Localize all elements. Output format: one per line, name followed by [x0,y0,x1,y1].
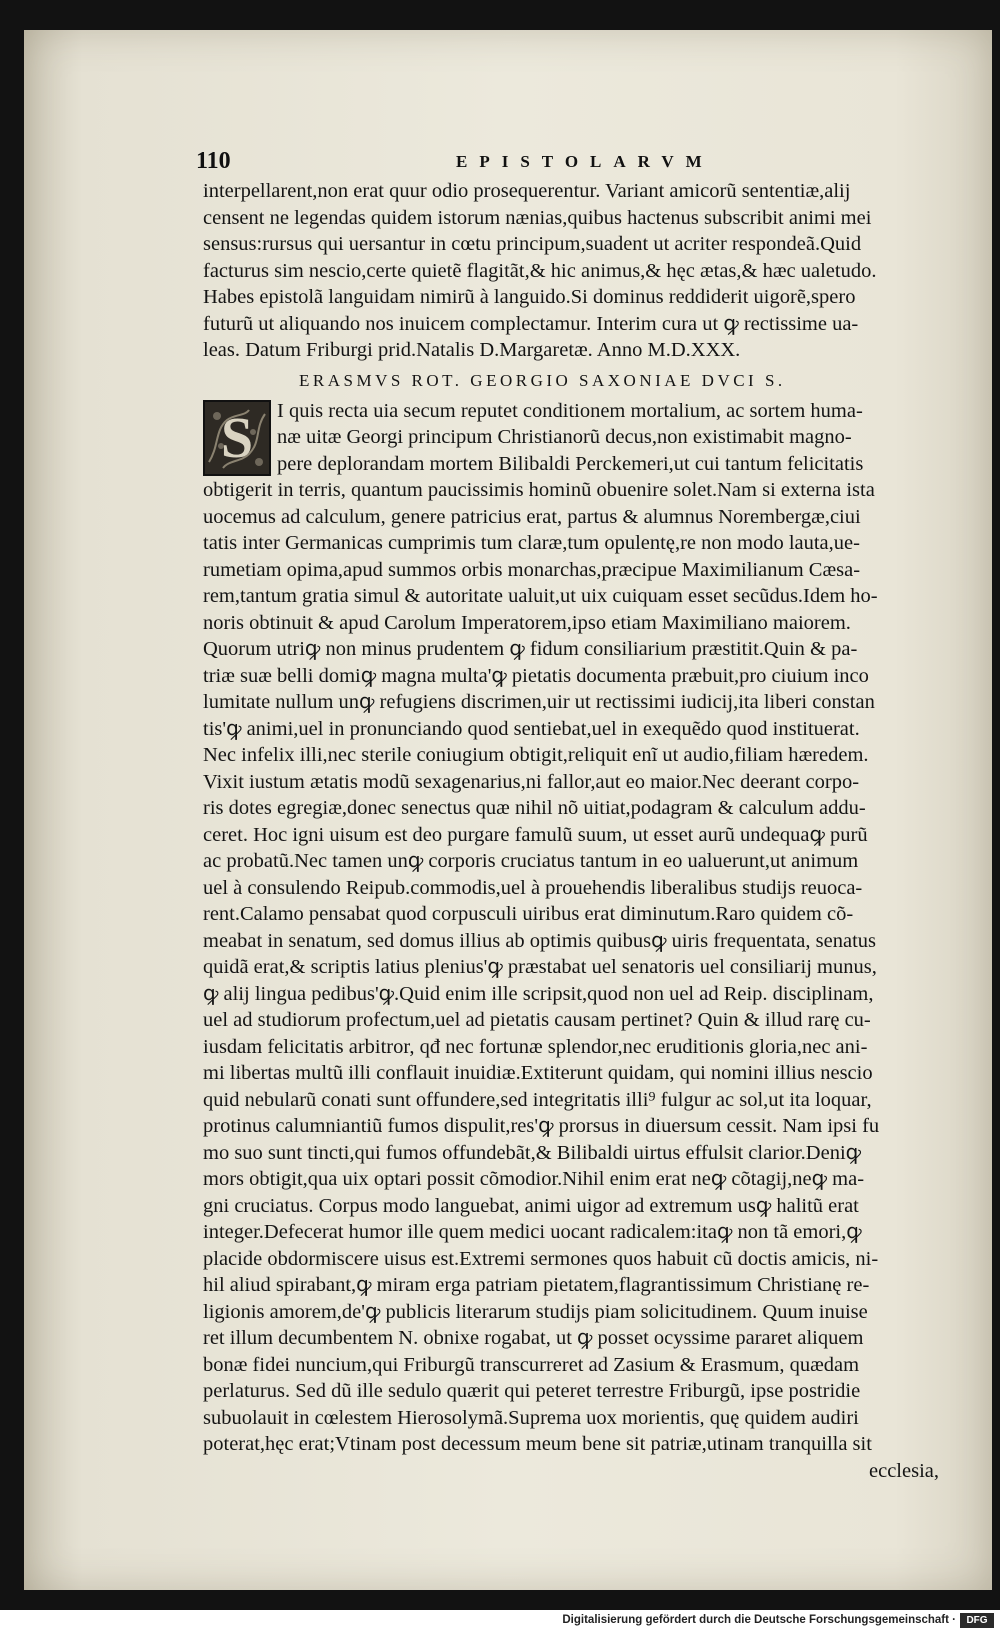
text-line: leas. Datum Friburgi prid.Natalis D.Margaretæ. Anno M.D.XXX. [203,339,741,361]
text-line: rent.Calamo pensabat quod corpusculi uiribus erat diminutum.Raro quidem cõ- [203,903,854,925]
text-line: facturus sim nescio,certe quietẽ flagitãt,& hic animus,& hęc ætas,& hæc ualetudo. [203,259,877,282]
running-title: EPISTOLARVM [456,152,714,171]
text-line: quidã erat,& scriptis latius plenius'ꝙ præstabat uel senatoris uel consiliarij munus, [203,956,877,978]
text-line: pere deplorandam mortem Bilibaldi Perckemeri,ut cui tantum felicitatis [277,452,864,475]
text-line: futurũ ut aliquando nos inuicem complectamur. Interim cura ut ꝙ rectissime ua- [203,312,859,335]
drop-cap-letter: S [220,404,254,470]
text-line: integer.Defecerat humor ille quem medici uocant radicalem:itaꝙ non tã emori,ꝙ [203,1221,862,1243]
text-line: ret illum decumbentem N. obnixe rogabat, ut ꝙ posset ocyssime pararet aliquem [203,1327,864,1349]
text-line: interpellarent,non erat quur odio prosequerentur. Variant amicorũ sententiæ,alij [203,180,851,202]
text-line: gni cruciatus. Corpus modo languebat, animi uigor ad extremum usꝙ halitũ erat [203,1194,859,1217]
text-line: obtigerit in terris, quantum paucissimis hominũ obuenire solet.Nam si externa ista [203,479,875,501]
text-line: hil aliud spirabant,ꝙ miram erga patriam pietatem,flagrantissimum Christianę re- [203,1274,870,1296]
text-line: perlaturus. Sed dũ ille sedulo quærit qui peteret terrestre Friburgũ, ipse postridie [203,1380,861,1402]
text-line: mi libertas multũ illi conflauit inuidiæ.Extiterunt quidam, qui nomini illius nescio [203,1062,873,1084]
text-line: tis'ꝙ animi,uel in pronunciando quod sentiebat,uel in exequẽdo quod instituerat. [203,717,860,740]
text-line: næ uitæ Georgi principum Christianorũ decus,non existimabit magno- [277,426,852,448]
text-line: I quis recta uia secum reputet conditionem mortalium, ac sortem huma- [277,399,863,422]
text-line: ac probatũ.Nec tamen unꝙ corporis cruciatus tantum in eo ualuerunt,ut animum [203,850,859,872]
page-header [196,148,931,178]
text-line: subuolauit in cœlestem Hierosolymã.Suprema uox morientis, quę quidem audiri [203,1406,859,1429]
text-line: Quorum utriꝙ non minus prudentem ꝙ fidum consiliarium præstitit.Quin & pa- [203,638,858,660]
text-line: iusdam felicitatis arbitror, qđ nec fortunæ splendor,nec eruditionis gloria,nec ani- [203,1035,868,1058]
text-line: ligionis amorem,de'ꝙ publicis literarum studijs piam solicitudinem. Quum inuise [203,1300,868,1323]
dfg-logo-icon: DFG [960,1613,994,1628]
text-line: uel à consulendo Reipub.commodis,uel à prouehendis liberalibus studijs reuoca- [203,876,863,899]
text-line: rumetiam opima,apud summos orbis monarchas,præcipue Maximilianum Cæsa- [203,558,861,581]
text-line: tatis inter Germanicas cumprimis tum claræ,tum opulentę,re non modo lauta,ue- [203,532,860,554]
text-line: censent ne legendas quidem istorum nænias,quibus hactenus subscribit animi mei [203,206,872,229]
digitization-footer [0,1610,1000,1632]
page-number: 110 [196,148,231,174]
catchword: ecclesia, [869,1459,939,1482]
ornamental-initial [203,400,271,476]
letter-salutation: ERASMVS ROT. GEORGIO SAXONIAE DVCI S. [299,370,786,390]
text-line: sensus:rursus qui uersantur in cœtu principum,suadent ut acriter respondeã.Quid [203,233,862,255]
text-line: ris dotes egregiæ,donec senectus quæ nihil nõ uitiat,podagram & calculum addu- [203,797,866,819]
text-line: placide obdormiscere uisus est.Extremi sermones quos habuit cũ doctis amicis, ni- [203,1247,879,1270]
text-line: mors obtigit,qua uix optari possit cõmodior.Nihil enim erat neꝙ cõtagij,neꝙ ma- [203,1168,865,1190]
text-line: Nec infelix illi,nec sterile coniugium obtigit,reliquit enĩ ut audio,filiam hæredem. [203,744,869,766]
text-line: uocemus ad calculum, genere patricius erat, partus & alumnus Norembergæ,ciui [203,505,861,528]
text-line: Vixit iustum ætatis modũ sexagenarius,ni fallor,aut eo maior.Nec deerant corpo- [203,770,860,793]
text-line: ꝙ alij lingua pedibus'ꝙ.Quid enim ille scripsit,quod non uel ad Reip. disciplinam, [203,982,874,1005]
text-line: uel ad studiorum profectum,uel ad pietatis causam pertinet? Quin & illud rarę cu- [203,1009,871,1031]
text-line: Habes epistolã languidam nimirũ à languido.Si dominus reddiderit uigorẽ,spero [203,286,856,308]
letter-body [203,398,943,1485]
text-line: triæ suæ belli domiꝙ magna multa'ꝙ pietatis documenta præbuit,pro ciuium inco [203,664,869,687]
text-line: meabat in senatum, sed domus illius ab optimis quibusꝙ uiris frequentata, senatus [203,929,876,952]
text-line: lumitate nullum unꝙ refugiens discrimen,uir ut rectissimi iudicij,ita liberi constan [203,691,875,713]
text-line: protinus calumniantiũ fumos dispulit,res'ꝙ prorsus in diuersum cessit. Nam ipsi fu [203,1115,880,1137]
text-line: mo suo sunt tincti,qui fumos offundebãt,& Bilibaldi uirtus effulsit clarior.Deniꝙ [203,1141,862,1164]
text-line: ceret. Hoc igni uisum est deo purgare famulũ suum, ut esset aurũ undequaꝙ purũ [203,823,868,846]
text-line: noris obtinuit & apud Carolum Imperatorem,ipso etiam Maximiliano maiorem. [203,611,851,634]
funding-credit: Digitalisierung gefördert durch die Deutsche Forschungsgemeinschaft · [562,1614,956,1626]
text-line: poterat,hęc erat;Vtinam post decessum meum bene sit patriæ,utinam tranquilla sit [203,1433,872,1455]
text-line: rem,tantum gratia simul & autoritate ualuit,ut uix cuiquam esset secũdus.Idem ho- [203,585,878,607]
text-line: quid nebularũ conati sunt offundere,sed integritatis illi⁹ fulgur ac sol,ut ita loquar, [203,1088,872,1111]
body-text [203,178,943,1484]
text-line: bonæ fidei nuncium,qui Friburgũ transcurreret ad Zasium & Erasmum, quædam [203,1353,860,1376]
